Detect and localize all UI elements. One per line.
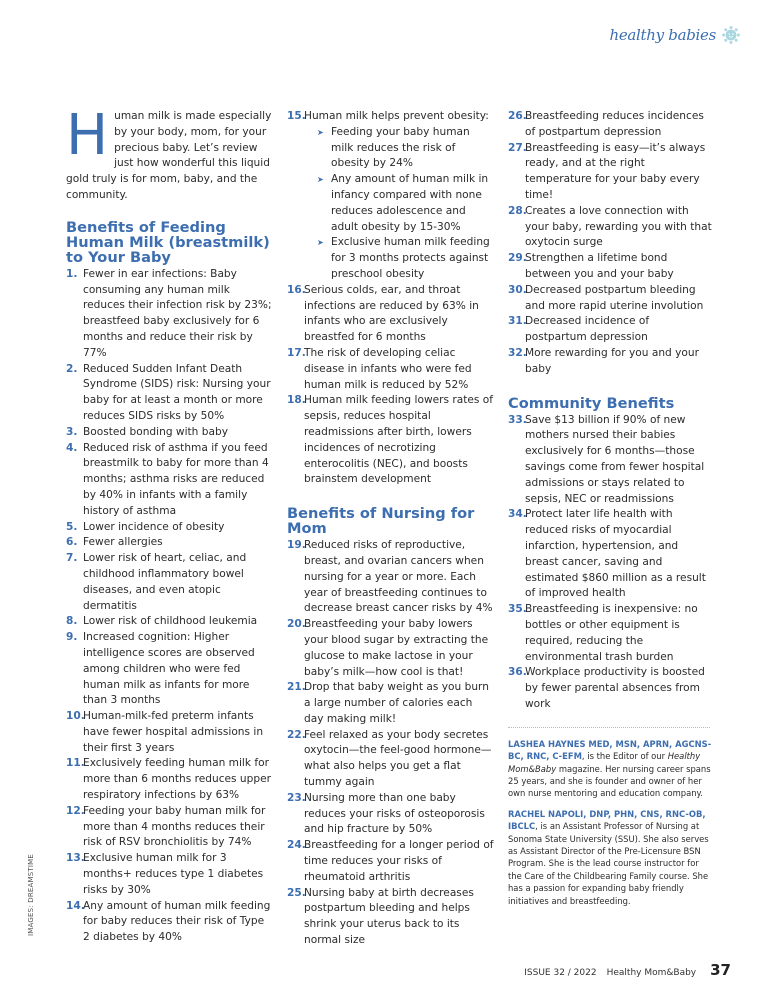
chevron-right-icon: ➤	[317, 175, 324, 185]
section-title-mom: Benefits of Nursing for Mom	[287, 505, 475, 538]
item-number: 3.	[66, 425, 78, 438]
item-text: Breastfeeding reduces incidences of postpartum depression	[525, 110, 704, 138]
intro-text: uman milk is made especially by your body, mom, for your precious baby. Let’s review just how wonderful this liquid gold truly is for mom, baby, and the community.	[66, 110, 272, 201]
item-text: Any amount of human milk feeding for baby reduces their risk of Type 2 diabetes by 40%	[83, 899, 271, 944]
item-text: Boosted bonding with baby	[83, 425, 228, 438]
item-number: 15.	[287, 110, 306, 122]
item-text: Increased cognition: Higher intelligence scores are observed among children who were fed human milk as infants for more than 3 months	[83, 631, 255, 707]
item-text: Decreased postpartum bleeding and more rapid uterine involution	[525, 283, 704, 312]
item-number: 20.	[287, 618, 306, 631]
item-text: Human milk helps prevent obesity:	[304, 110, 489, 122]
list-item	[66, 709, 272, 756]
drop-cap: H	[66, 103, 109, 168]
item-number: 22.	[287, 728, 306, 741]
list-item	[287, 393, 495, 488]
sub-item-text: Exclusive human milk feeding for 3 months protects against preschool obesity	[331, 236, 490, 280]
item-text: Creates a love connection with your baby, rewarding you with that oxytocin surge	[525, 204, 712, 249]
item-number: 12.	[66, 804, 85, 817]
author-bio	[508, 808, 712, 907]
column-3	[508, 109, 712, 915]
item-text: Fewer allergies	[83, 536, 163, 549]
list-item	[508, 413, 712, 508]
item-number: 4.	[66, 441, 78, 454]
list-item	[508, 141, 712, 204]
list-item	[66, 551, 272, 614]
list-item	[508, 204, 712, 251]
item-number: 31.	[508, 315, 527, 328]
bio-text: , is an Assistant Professor of Nursing at Sonoma State University (SSU). She also serves as Assistant Director of the Pre-Licensure BSN Program. She is the lead course instructor for the Care of the Childbearing Family course. She has a passion for expanding baby friendly initiatives and breastfeeding.	[508, 821, 709, 906]
list-item	[508, 346, 712, 378]
item-number: 29.	[508, 252, 527, 265]
list-item	[508, 314, 712, 346]
item-number: 16.	[287, 283, 306, 296]
item-number: 17.	[287, 346, 306, 359]
list-item	[287, 728, 495, 791]
item-text: Human-milk-fed preterm infants have fewer hospital admissions in their first 3 years	[83, 710, 264, 754]
item-number: 24.	[287, 839, 306, 852]
brand-logo-text: healthy babies	[609, 26, 716, 44]
item-text: Breastfeeding is easy—it’s always ready, and at the right temperature for your baby every time!	[525, 141, 706, 201]
sub-item-text: Any amount of human milk in infancy compared with none reduces adolescence and adult obesity by 15-30%	[331, 173, 489, 233]
item-text: Save $13 billion if 90% of new mothers nursed their babies exclusively for 6 months—those savings come from fewer hospital admissions or stays related to sepsis, NEC or readmissions	[525, 413, 705, 505]
benefits-list-mom-continued	[508, 109, 712, 378]
item-number: 21.	[287, 681, 306, 694]
item-text: Exclusive human milk for 3 months+ reduces type 1 diabetes risks by 30%	[83, 852, 264, 896]
chevron-right-icon: ➤	[317, 127, 324, 137]
list-item	[287, 838, 495, 885]
sub-list-item	[317, 235, 495, 282]
list-item	[287, 791, 495, 838]
list-item	[287, 346, 495, 393]
list-item	[66, 425, 272, 441]
column-1	[66, 103, 272, 946]
item-text: Human milk feeding lowers rates of sepsis, reduces hospital readmissions after birth, lowers incidences of necrotizing enterocolitis (NEC), and boosts brainstem development	[304, 394, 493, 486]
list-item	[508, 251, 712, 283]
author-bios	[508, 738, 712, 907]
benefits-list-community	[508, 413, 712, 713]
item-number: 10.	[66, 710, 85, 723]
item-text: Reduced risk of asthma if you feed breastmilk to baby for more than 4 months; asthma risks are reduced by 40% in infants with a family history of asthma	[83, 441, 269, 517]
author-bio	[508, 738, 712, 800]
item-number: 25.	[287, 886, 306, 899]
magazine-title: Healthy Mom&Baby	[508, 751, 701, 774]
item-number: 5.	[66, 520, 78, 533]
list-item	[508, 109, 712, 141]
item-text: Lower risk of heart, celiac, and childhood inflammatory bowel diseases, and even atopic dermatitis	[83, 552, 247, 612]
item-number: 13.	[66, 852, 85, 865]
item-number: 27.	[508, 141, 527, 154]
benefits-list-mom	[287, 538, 495, 949]
item-text: Exclusively feeding human milk for more than 6 months reduces upper respiratory infections by 63%	[83, 757, 271, 802]
bio-text: magazine. Her nursing career spans 25 years, and she is founder and owner of her own nurse mentoring and education company.	[508, 763, 711, 799]
sub-list-item	[317, 125, 495, 172]
sub-list-item	[317, 172, 495, 235]
author-name: LASHEA HAYNES MED, MSN, APRN, AGCNS-BC, RNC, C-EFM	[508, 738, 712, 762]
item-number: 33.	[508, 413, 527, 426]
list-item	[66, 441, 272, 520]
item-number: 34.	[508, 508, 527, 521]
list-item	[66, 267, 272, 362]
item-text: Fewer in ear infections: Baby consuming any human milk reduces their infection risk by 23%; breastfeed baby exclusively for 6 months and reduce their risk by 77%	[83, 267, 272, 359]
item-text: Breastfeeding your baby lowers your blood sugar by extracting the glucose to make lactose in your baby’s milk—how cool is that!	[304, 618, 489, 678]
list-item	[508, 507, 712, 602]
sub-item-text: Feeding your baby human milk reduces the risk of obesity by 24%	[331, 125, 470, 170]
chevron-right-icon: ➤	[317, 238, 324, 248]
item-text: Strengthen a lifetime bond between you and your baby	[525, 252, 674, 280]
divider	[508, 727, 710, 728]
item-text: Reduced risks of reproductive, breast, and ovarian cancers when nursing for a year or more. Each year of breastfeeding continues to decrease breast cancer risks by 4%	[304, 539, 493, 615]
list-item	[508, 602, 712, 665]
section-title-community: Community Benefits	[508, 394, 675, 412]
item-text: Nursing more than one baby reduces your risks of osteoporosis and hip fracture by 50%	[304, 791, 485, 836]
item-number: 23.	[287, 791, 306, 804]
item-number: 35.	[508, 603, 527, 616]
list-item	[66, 756, 272, 803]
item-number: 6.	[66, 536, 78, 549]
list-item	[66, 535, 272, 551]
list-item	[287, 680, 495, 727]
item-number: 2.	[66, 362, 78, 375]
item-text: Feeding your baby human milk for more than 4 months reduces their risk of RSV bronchiolitis by 74%	[83, 804, 266, 849]
list-item	[287, 617, 495, 680]
item-number: 19.	[287, 539, 306, 552]
item-number: 30.	[508, 283, 527, 296]
item-text: The risk of developing celiac disease in infants who were fed human milk is reduced by 52%	[304, 346, 472, 391]
item-number: 7.	[66, 552, 78, 565]
list-item	[287, 283, 495, 346]
column-2	[287, 109, 495, 949]
list-item	[66, 520, 272, 536]
sun-icon	[722, 26, 740, 44]
item-text: Decreased incidence of postpartum depression	[525, 315, 650, 344]
list-item	[66, 851, 272, 898]
item-number: 8.	[66, 615, 78, 628]
item-text: Nursing baby at birth decreases postpartum bleeding and helps shrink your uterus back to its normal size	[304, 886, 474, 947]
item-number: 36.	[508, 666, 527, 679]
list-item	[287, 109, 495, 283]
list-item	[66, 362, 272, 425]
list-item	[66, 899, 272, 946]
item-text: Serious colds, ear, and throat infections are reduced by 63% in infants who are exclusively breastfed for 6 months	[304, 283, 479, 344]
item-text: Lower risk of childhood leukemia	[83, 615, 258, 628]
list-item	[66, 630, 272, 709]
item-number: 28.	[508, 204, 527, 217]
item-text: Breastfeeding for a longer period of time reduces your risks of rheumatoid arthritis	[304, 839, 494, 883]
item-number: 26.	[508, 110, 527, 122]
item-text: More rewarding for you and your baby	[525, 346, 699, 375]
issue-label: ISSUE 32 / 2022	[524, 968, 597, 978]
item-number: 14.	[66, 899, 85, 912]
list-item	[508, 665, 712, 712]
author-name: RACHEL NAPOLI, DNP, PHN, CNS, RNC-OB, IBCLC	[508, 808, 706, 832]
benefits-list-baby-continued	[287, 109, 495, 488]
bio-text: , is the Editor of our	[581, 751, 668, 762]
item-text: Lower incidence of obesity	[83, 520, 225, 533]
item-text: Reduced Sudden Infant Death Syndrome (SIDS) risk: Nursing your baby for at least a month or more reduces SIDS risks by 50%	[83, 362, 271, 422]
benefits-list-baby	[66, 267, 272, 946]
item-text: Workplace productivity is boosted by fewer parental absences from work	[525, 666, 705, 710]
image-credit: IMAGES: DREAMSTIME	[27, 854, 35, 936]
page-footer	[524, 961, 731, 979]
list-item	[66, 614, 272, 630]
brand-header	[609, 26, 740, 44]
item-number: 9.	[66, 631, 78, 644]
intro-paragraph	[66, 103, 272, 204]
list-item	[66, 804, 272, 851]
list-item	[508, 283, 712, 315]
list-item	[287, 538, 495, 617]
section-title-baby: Benefits of Feeding Human Milk (breastmilk) to Your Baby	[66, 218, 270, 266]
item-text: Feel relaxed as your body secretes oxytocin—the feel-good hormone—what also helps you get a flat tummy again	[304, 728, 492, 789]
sub-list	[304, 125, 495, 283]
item-number: 11.	[66, 757, 85, 770]
item-number: 18.	[287, 394, 306, 407]
list-item	[287, 886, 495, 949]
item-number: 32.	[508, 346, 527, 359]
magazine-name: Healthy Mom&Baby	[606, 968, 697, 978]
item-text: Protect later life health with reduced risks of myocardial infarction, hypertension, and breast cancer, saving and estimated $860 million as a result of improved health	[525, 508, 706, 600]
item-text: Drop that baby weight as you burn a large number of calories each day making milk!	[304, 681, 489, 725]
page-number: 37	[710, 961, 731, 979]
item-text: Breastfeeding is inexpensive: no bottles or other equipment is required, reducing the environmental trash burden	[525, 603, 698, 663]
item-number: 1.	[66, 267, 78, 280]
